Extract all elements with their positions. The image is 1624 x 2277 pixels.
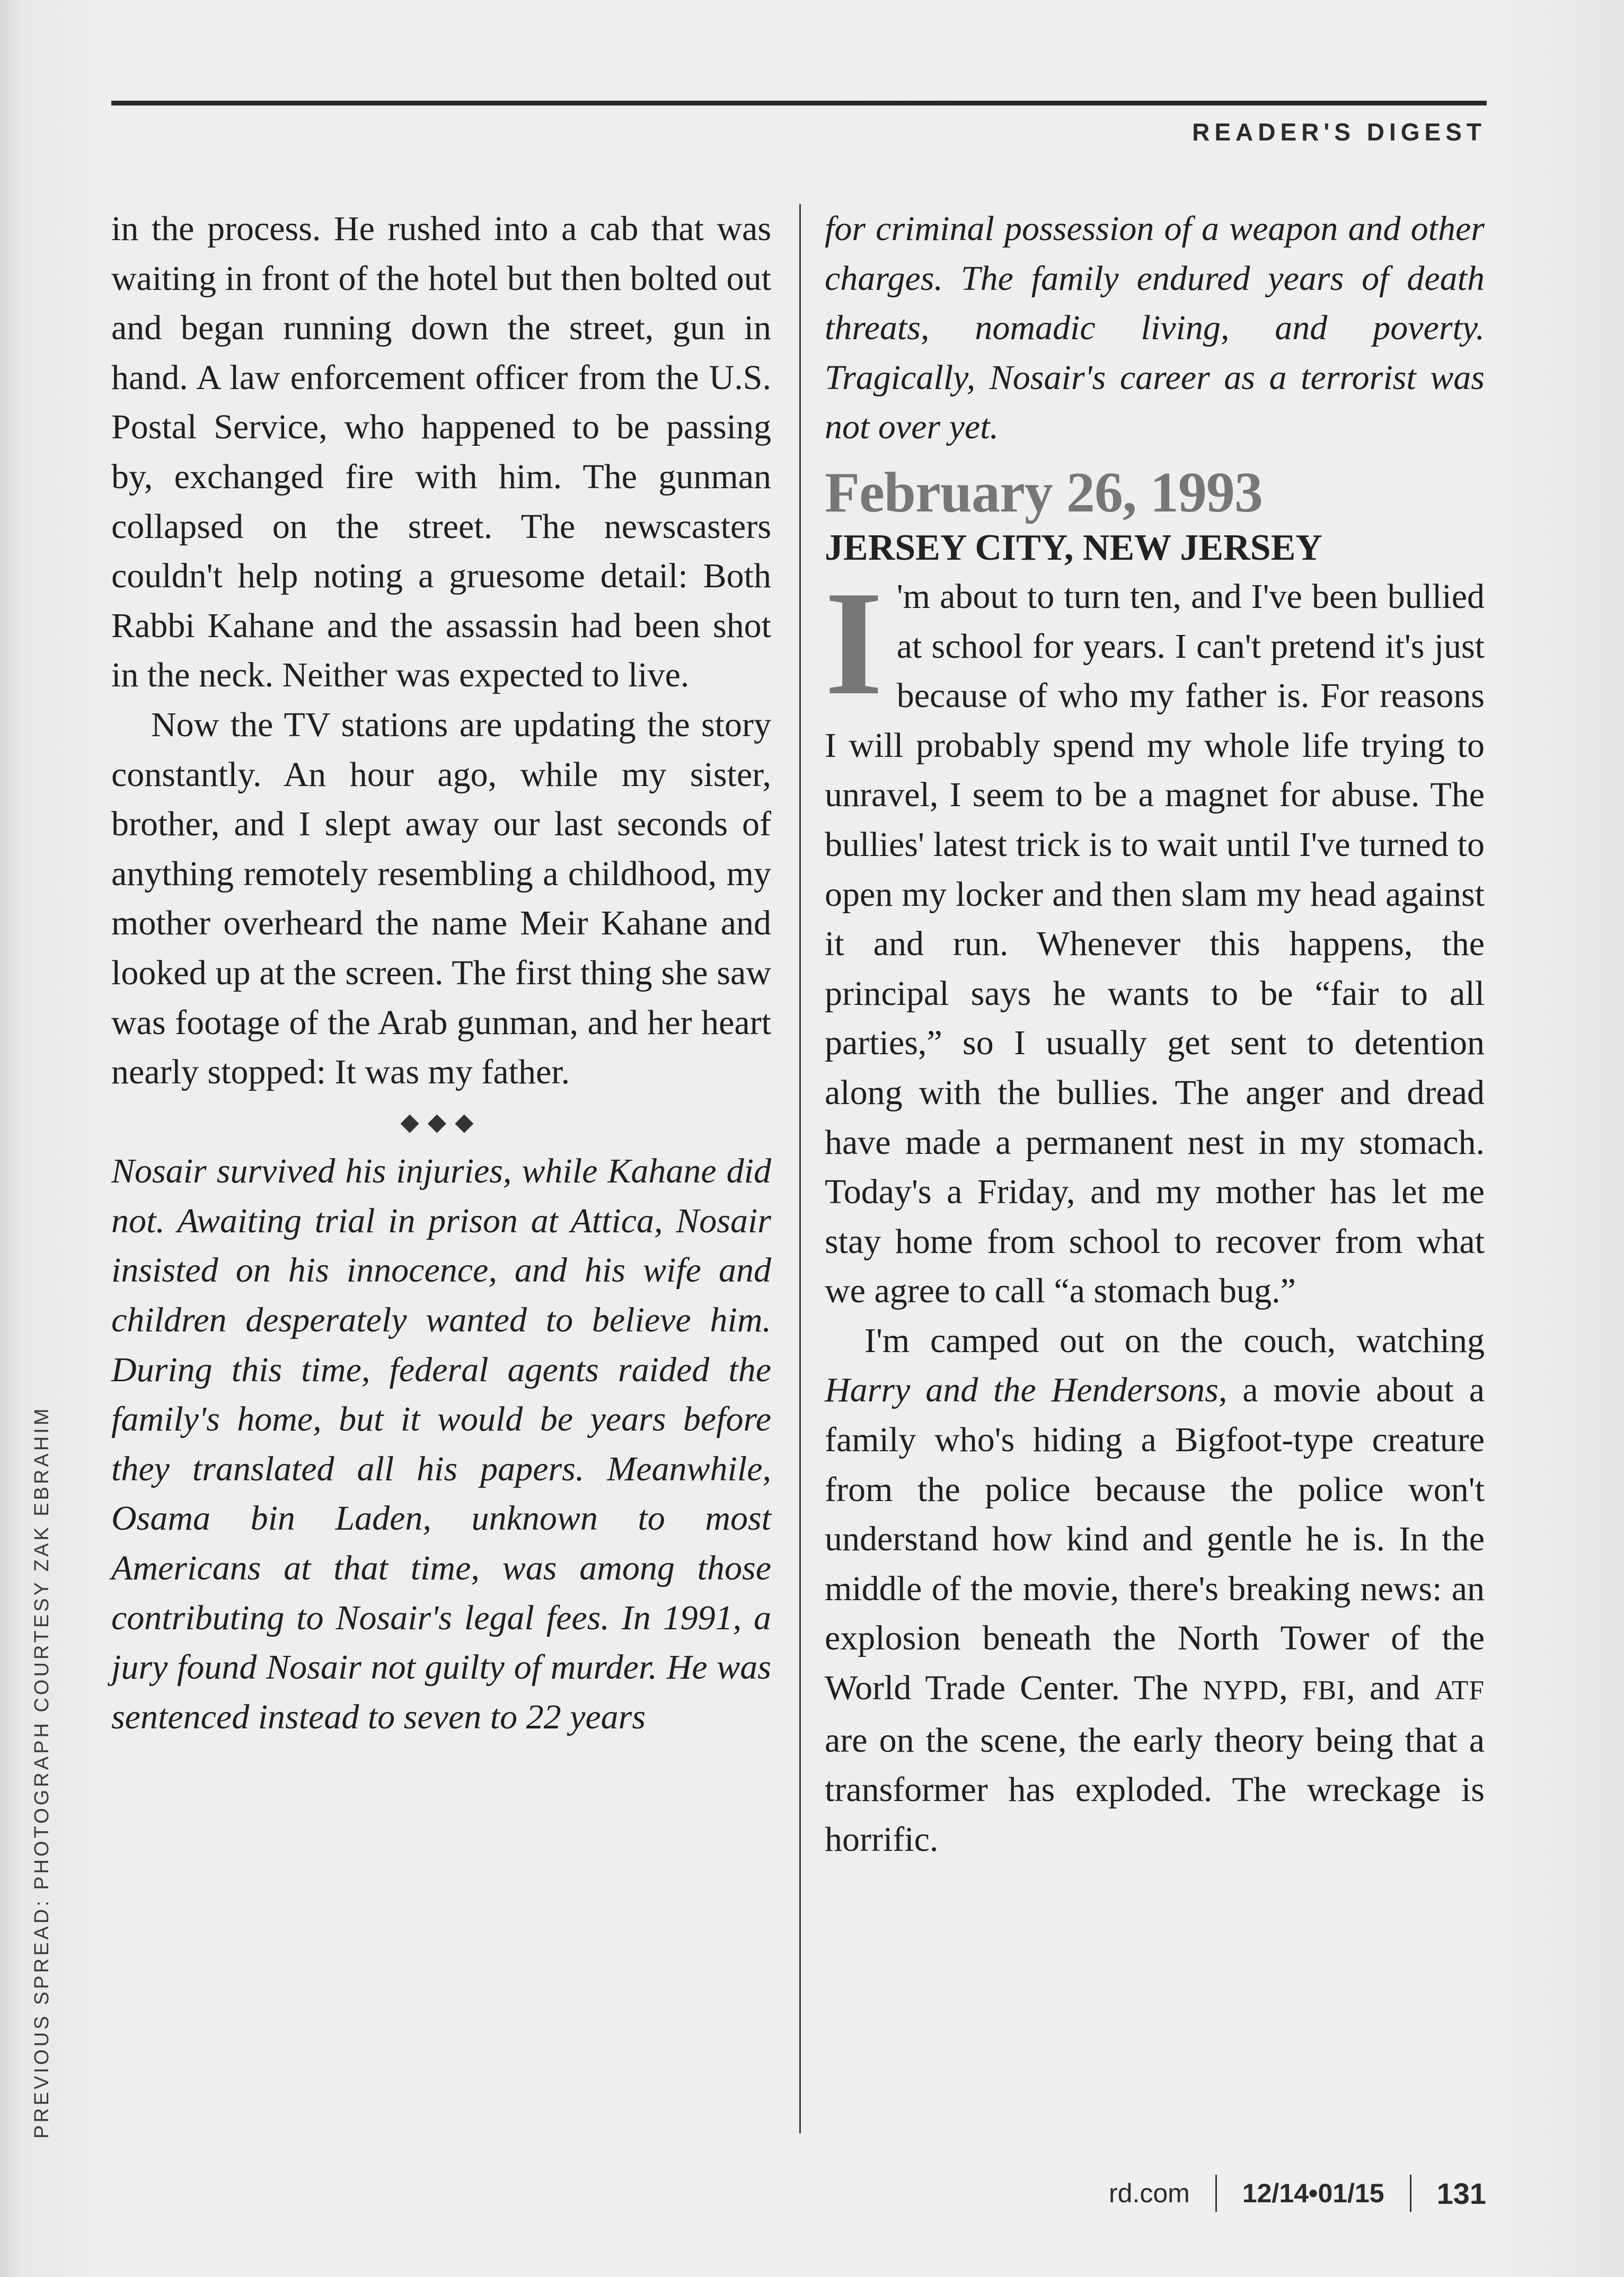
section-dateline: February 26, 1993 [825, 461, 1263, 524]
agency-fbi: FBI [1302, 1675, 1347, 1706]
left-paragraph-1: in the process. He rushed into a cab that was waiting in front of the hotel but then bolted out and began running down the street, gun in hand. A law enforcement officer from the U.S. Postal Service, who happened to be passing by, exchanged fire with him. The gunman collapsed on the street. The newscasters couldn't help noting a gruesome detail: Both Rabbi Kahane and the assassin had been shot in the neck. Neither was expected to live. [111, 209, 771, 695]
right-column [825, 204, 1485, 1864]
text-run: a movie about a family who's hiding a Bigfoot-type creature from the police because the police won't understand how kind and gentle he is. In the middle of the movie, there's breaking news: an explosion beneath the North Tower of the World Trade Center. The [825, 1371, 1485, 1708]
left-paragraph-2: Now the TV stations are updating the story constantly. An hour ago, while my sister, brother, and I slept away our last seconds of anything remotely resembling a childhood, my mother overheard the name Meir Kahane and looked up at the screen. The first thing she saw was footage of the Arab gunman, and her heart nearly stopped: It was my father. [111, 705, 771, 1092]
footer-separator [1215, 2175, 1217, 2212]
running-head: READER'S DIGEST [1192, 118, 1486, 146]
page-footer [1109, 2172, 1486, 2214]
footer-separator [1410, 2175, 1411, 2212]
text-run: are on the scene, the early theory being that a transformer has exploded. The wreckage is horrific. [825, 1720, 1485, 1859]
text-run: , and [1346, 1669, 1435, 1708]
right-italic-paragraph: for criminal possession of a weapon and other charges. The family endured years of death threats, nomadic living, and poverty. Tragically, Nosair's career as a terrorist was not over yet. [825, 209, 1485, 447]
footer-issue-date: 12/14•01/15 [1242, 2178, 1384, 2208]
top-rule [111, 101, 1487, 105]
section-ornament: ◆◆◆ [400, 1108, 482, 1135]
right-paragraph-2 [825, 1316, 1485, 1865]
agency-atf: ATF [1434, 1675, 1485, 1706]
movie-title: Harry and the Hendersons, [825, 1371, 1228, 1410]
right-paragraph-1-text: 'm about to turn ten, and I've been bullied at school for years. I can't pretend it's just because of who my father is. For reasons I will probably spend my whole life trying to unravel, I seem to be a magnet for abuse. The bullies' latest trick is to wait until I've turned to open my locker and then slam my head against it and run. Whenever this happens, the principal says he wants to be “fair to all parties,” so I usually get sent to detention along with the bullies. The anger and dread have made a permanent nest in my stomach. Today's a Friday, and my mother has let me stay home from school to recover from what we agree to call “a stomach bug.” [825, 577, 1485, 1311]
page-number: 131 [1436, 2176, 1486, 2210]
right-paragraph-1 [825, 560, 1485, 1316]
left-italic-paragraph: Nosair survived his injuries, while Kahane did not. Awaiting trial in prison at Attica, Nosair insisted on his innocence, and his wife and children desperately wanted to believe him. During this time, federal agents raided the family's home, but it would be years before they translated all his papers. Meanwhile, Osama bin Laden, unknown to most Americans at that time, was among those contributing to Nosair's legal fees. In 1991, a jury found Nosair not guilty of murder. He was sentenced instead to seven to 22 years [111, 1152, 771, 1736]
photo-credit: PREVIOUS SPREAD: PHOTOGRAPH COURTESY ZAK EBRAHIM [31, 1406, 53, 2139]
text-run: , [1279, 1669, 1302, 1708]
text-run: I'm camped out on the couch, watching [864, 1321, 1485, 1360]
drop-cap: I [825, 560, 883, 726]
column-divider [799, 204, 801, 2133]
left-column [111, 204, 771, 1742]
section-location: JERSEY CITY, NEW JERSEY [825, 527, 1322, 568]
agency-nypd: NYPD [1203, 1675, 1279, 1706]
footer-site: rd.com [1109, 2178, 1190, 2208]
